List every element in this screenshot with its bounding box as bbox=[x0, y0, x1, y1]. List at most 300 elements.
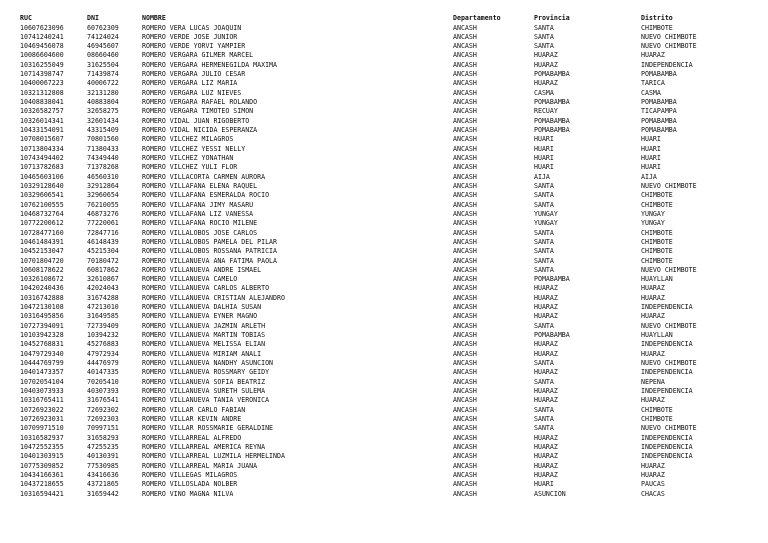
cell-dni: 70997151 bbox=[87, 424, 119, 433]
cell-ruc: 10316765411 bbox=[20, 396, 64, 405]
cell-nombre: ROMERO VIDAL NICIDA ESPERANZA bbox=[142, 126, 258, 135]
table-row bbox=[0, 79, 768, 88]
cell-distrito: NUEVO CHIMBOTE bbox=[641, 359, 697, 368]
cell-departamento: ANCASH bbox=[453, 284, 477, 293]
cell-dni: 43721865 bbox=[87, 480, 119, 489]
cell-nombre: ROMERO VILLAFANA ESMERALDA ROCIO bbox=[142, 191, 270, 200]
cell-distrito: CHIMBOTE bbox=[641, 191, 673, 200]
cell-provincia: HUARAZ bbox=[534, 470, 558, 479]
cell-provincia: POMABAMBA bbox=[534, 275, 570, 284]
table-row bbox=[0, 490, 768, 499]
table-row bbox=[0, 359, 768, 368]
cell-ruc: 10316495856 bbox=[20, 312, 64, 321]
cell-provincia: HUARAZ bbox=[534, 386, 558, 395]
cell-provincia: HUARAZ bbox=[534, 368, 558, 377]
table-row bbox=[0, 24, 768, 33]
cell-distrito: NUEVO CHIMBOTE bbox=[641, 181, 697, 190]
cell-provincia: SANTA bbox=[534, 42, 554, 51]
table-row bbox=[0, 368, 768, 377]
table-row bbox=[0, 480, 768, 489]
cell-nombre: ROMERO VILCHEZ YULI FLOR bbox=[142, 163, 238, 172]
table-row bbox=[0, 201, 768, 210]
table-row bbox=[0, 238, 768, 247]
cell-provincia: HUARAZ bbox=[534, 340, 558, 349]
cell-provincia: SANTA bbox=[534, 237, 554, 246]
cell-ruc: 10472130108 bbox=[20, 303, 64, 312]
cell-ruc: 10452768831 bbox=[20, 340, 64, 349]
cell-distrito: TARICA bbox=[641, 79, 665, 88]
cell-distrito: INDEPENDENCIA bbox=[641, 433, 693, 442]
cell-ruc: 10608178622 bbox=[20, 265, 64, 274]
cell-dni: 42024043 bbox=[87, 284, 119, 293]
cell-distrito: AIJA bbox=[641, 172, 657, 181]
cell-dni: 40147335 bbox=[87, 368, 119, 377]
cell-ruc: 10444769799 bbox=[20, 359, 64, 368]
cell-nombre: ROMERO VILLANUEVA MIRIAM ANALI bbox=[142, 349, 262, 358]
cell-ruc: 10326582757 bbox=[20, 107, 64, 116]
cell-departamento: ANCASH bbox=[453, 256, 477, 265]
table-row bbox=[0, 303, 768, 312]
cell-nombre: ROMERO VILLANUEVA NANDHY ASUNCION bbox=[142, 359, 274, 368]
cell-ruc: 10103942328 bbox=[20, 331, 64, 340]
cell-ruc: 10741240241 bbox=[20, 32, 64, 41]
cell-ruc: 10321312808 bbox=[20, 88, 64, 97]
cell-nombre: ROMERO VILLAR KEVIN ANDRE bbox=[142, 414, 242, 423]
cell-departamento: ANCASH bbox=[453, 116, 477, 125]
cell-departamento: ANCASH bbox=[453, 303, 477, 312]
table-row bbox=[0, 98, 768, 107]
cell-nombre: ROMERO VILLANUEVA ROSSMARY GEIDY bbox=[142, 368, 270, 377]
cell-departamento: ANCASH bbox=[453, 98, 477, 107]
cell-provincia: SANTA bbox=[534, 32, 554, 41]
table-row bbox=[0, 70, 768, 79]
cell-departamento: ANCASH bbox=[453, 461, 477, 470]
cell-departamento: ANCASH bbox=[453, 144, 477, 153]
cell-distrito: YUNGAY bbox=[641, 209, 665, 218]
cell-provincia: HUARAZ bbox=[534, 433, 558, 442]
cell-dni: 72692302 bbox=[87, 405, 119, 414]
cell-distrito: CHIMBOTE bbox=[641, 200, 673, 209]
cell-departamento: ANCASH bbox=[453, 181, 477, 190]
cell-provincia: HUARAZ bbox=[534, 51, 558, 60]
cell-dni: 72739409 bbox=[87, 321, 119, 330]
cell-provincia: POMABAMBA bbox=[534, 70, 570, 79]
table-row bbox=[0, 452, 768, 461]
table-row bbox=[0, 434, 768, 443]
cell-nombre: ROMERO VILLANUEVA CRISTIAN ALEJANDRO bbox=[142, 293, 285, 302]
cell-departamento: ANCASH bbox=[453, 340, 477, 349]
cell-nombre: ROMERO VILLANUEVA SURETH SULEMA bbox=[142, 386, 266, 395]
cell-dni: 45276883 bbox=[87, 340, 119, 349]
cell-ruc: 10420240436 bbox=[20, 284, 64, 293]
cell-dni: 77220061 bbox=[87, 219, 119, 228]
cell-provincia: HUARI bbox=[534, 144, 554, 153]
table-row bbox=[0, 471, 768, 480]
table-row bbox=[0, 266, 768, 275]
cell-departamento: ANCASH bbox=[453, 209, 477, 218]
cell-departamento: ANCASH bbox=[453, 275, 477, 284]
cell-distrito: CHIMBOTE bbox=[641, 237, 673, 246]
table-row bbox=[0, 247, 768, 256]
cell-provincia: POMABAMBA bbox=[534, 126, 570, 135]
cell-dni: 70205410 bbox=[87, 377, 119, 386]
cell-distrito: CHIMBOTE bbox=[641, 256, 673, 265]
cell-distrito: TICAPAMPA bbox=[641, 107, 677, 116]
table-row bbox=[0, 117, 768, 126]
cell-departamento: ANCASH bbox=[453, 237, 477, 246]
cell-provincia: HUARAZ bbox=[534, 452, 558, 461]
cell-departamento: ANCASH bbox=[453, 405, 477, 414]
table-row bbox=[0, 191, 768, 200]
cell-departamento: ANCASH bbox=[453, 135, 477, 144]
cell-provincia: SANTA bbox=[534, 414, 554, 423]
cell-distrito: NEPEÑA bbox=[641, 377, 665, 386]
cell-dni: 31649585 bbox=[87, 312, 119, 321]
cell-provincia: HUARAZ bbox=[534, 79, 558, 88]
cell-provincia: SANTA bbox=[534, 23, 554, 32]
cell-nombre: ROMERO VILLANUEVA EYNER MAGNO bbox=[142, 312, 258, 321]
cell-provincia: SANTA bbox=[534, 181, 554, 190]
cell-distrito: NUEVO CHIMBOTE bbox=[641, 424, 697, 433]
cell-distrito: POMABAMBA bbox=[641, 126, 677, 135]
cell-departamento: ANCASH bbox=[453, 386, 477, 395]
cell-departamento: ANCASH bbox=[453, 452, 477, 461]
cell-ruc: 10775309852 bbox=[20, 461, 64, 470]
header-provincia: Provincia bbox=[534, 14, 570, 22]
table-row bbox=[0, 340, 768, 349]
cell-departamento: ANCASH bbox=[453, 88, 477, 97]
cell-nombre: ROMERO VERGARA LUZ NIEVES bbox=[142, 88, 242, 97]
cell-distrito: HUARI bbox=[641, 153, 661, 162]
cell-departamento: ANCASH bbox=[453, 247, 477, 256]
cell-provincia: SANTA bbox=[534, 228, 554, 237]
cell-ruc: 10762100555 bbox=[20, 200, 64, 209]
cell-departamento: ANCASH bbox=[453, 126, 477, 135]
table-row bbox=[0, 89, 768, 98]
cell-departamento: ANCASH bbox=[453, 414, 477, 423]
cell-provincia: SANTA bbox=[534, 256, 554, 265]
cell-ruc: 10400067223 bbox=[20, 79, 64, 88]
cell-dni: 77530985 bbox=[87, 461, 119, 470]
cell-distrito: HUARI bbox=[641, 144, 661, 153]
cell-provincia: HUARAZ bbox=[534, 60, 558, 69]
cell-departamento: ANCASH bbox=[453, 172, 477, 181]
table-row bbox=[0, 210, 768, 219]
cell-ruc: 10726923022 bbox=[20, 405, 64, 414]
cell-ruc: 10468732764 bbox=[20, 209, 64, 218]
cell-distrito: CHIMBOTE bbox=[641, 228, 673, 237]
cell-dni: 43315409 bbox=[87, 126, 119, 135]
cell-departamento: ANCASH bbox=[453, 359, 477, 368]
cell-nombre: ROMERO VILCHEZ YESSI NELLY bbox=[142, 144, 246, 153]
cell-ruc: 10714398747 bbox=[20, 70, 64, 79]
cell-distrito: HUARAZ bbox=[641, 461, 665, 470]
table-row bbox=[0, 406, 768, 415]
cell-dni: 43416636 bbox=[87, 470, 119, 479]
cell-departamento: ANCASH bbox=[453, 191, 477, 200]
cell-ruc: 10086604600 bbox=[20, 51, 64, 60]
header-dni: DNI bbox=[87, 14, 99, 22]
cell-nombre: ROMERO VILLARREAL MARIA JUANA bbox=[142, 461, 258, 470]
cell-distrito: HUARAZ bbox=[641, 470, 665, 479]
table-row bbox=[0, 163, 768, 172]
cell-departamento: ANCASH bbox=[453, 480, 477, 489]
cell-distrito: HUARAZ bbox=[641, 312, 665, 321]
cell-distrito: HUARAZ bbox=[641, 293, 665, 302]
cell-dni: 32610867 bbox=[87, 275, 119, 284]
cell-nombre: ROMERO VILLANUEVA JAZMIN ARLETH bbox=[142, 321, 266, 330]
cell-nombre: ROMERO VILLALOBOS JOSE CARLOS bbox=[142, 228, 258, 237]
cell-provincia: ASUNCION bbox=[534, 489, 566, 498]
cell-distrito: INDEPENDENCIA bbox=[641, 368, 693, 377]
cell-provincia: HUARAZ bbox=[534, 349, 558, 358]
header-distrito: Distrito bbox=[641, 14, 673, 22]
table-row bbox=[0, 378, 768, 387]
cell-nombre: ROMERO VERGARA HERMENEGILDA MAXIMA bbox=[142, 60, 277, 69]
table-row bbox=[0, 219, 768, 228]
cell-distrito: POMABAMBA bbox=[641, 70, 677, 79]
cell-nombre: ROMERO VILCHEZ YONATHAN bbox=[142, 153, 234, 162]
cell-nombre: ROMERO VERDE YORVI YAMPIER bbox=[142, 42, 246, 51]
cell-ruc: 10452153047 bbox=[20, 247, 64, 256]
cell-ruc: 10708015607 bbox=[20, 135, 64, 144]
cell-dni: 08660460 bbox=[87, 51, 119, 60]
cell-dni: 72847716 bbox=[87, 228, 119, 237]
cell-ruc: 10403073933 bbox=[20, 386, 64, 395]
cell-departamento: ANCASH bbox=[453, 219, 477, 228]
cell-dni: 31676541 bbox=[87, 396, 119, 405]
cell-provincia: HUARAZ bbox=[534, 293, 558, 302]
cell-provincia: POMABAMBA bbox=[534, 331, 570, 340]
cell-nombre: ROMERO VIDAL JUAN RIGOBERTO bbox=[142, 116, 250, 125]
cell-nombre: ROMERO VILLARREAL AMERICA REYNA bbox=[142, 442, 266, 451]
cell-nombre: ROMERO VILLAR ROSSMARIE GERALDINE bbox=[142, 424, 274, 433]
cell-dni: 70180472 bbox=[87, 256, 119, 265]
cell-distrito: POMABAMBA bbox=[641, 98, 677, 107]
table-row bbox=[0, 462, 768, 471]
cell-nombre: ROMERO VILLANUEVA DALHIA SUSAN bbox=[142, 303, 262, 312]
cell-dni: 31658293 bbox=[87, 433, 119, 442]
cell-nombre: ROMERO VILLALOBOS PAMELA DEL PILAR bbox=[142, 237, 277, 246]
cell-departamento: ANCASH bbox=[453, 396, 477, 405]
cell-dni: 32131280 bbox=[87, 88, 119, 97]
cell-ruc: 10709971510 bbox=[20, 424, 64, 433]
cell-distrito: INDEPENDENCIA bbox=[641, 340, 693, 349]
cell-provincia: AIJA bbox=[534, 172, 550, 181]
cell-provincia: HUARAZ bbox=[534, 303, 558, 312]
cell-dni: 40006722 bbox=[87, 79, 119, 88]
cell-provincia: RECUAY bbox=[534, 107, 558, 116]
cell-nombre: ROMERO VERGARA TIMOTEO SIMON bbox=[142, 107, 254, 116]
cell-distrito: INDEPENDENCIA bbox=[641, 386, 693, 395]
cell-ruc: 10326014341 bbox=[20, 116, 64, 125]
cell-dni: 76210055 bbox=[87, 200, 119, 209]
cell-distrito: HUARAZ bbox=[641, 284, 665, 293]
cell-ruc: 10713782683 bbox=[20, 163, 64, 172]
cell-departamento: ANCASH bbox=[453, 321, 477, 330]
cell-dni: 46945607 bbox=[87, 42, 119, 51]
cell-departamento: ANCASH bbox=[453, 228, 477, 237]
cell-departamento: ANCASH bbox=[453, 470, 477, 479]
cell-dni: 31659442 bbox=[87, 489, 119, 498]
cell-departamento: ANCASH bbox=[453, 23, 477, 32]
cell-provincia: SANTA bbox=[534, 377, 554, 386]
table-row bbox=[0, 312, 768, 321]
cell-distrito: INDEPENDENCIA bbox=[641, 60, 693, 69]
cell-departamento: ANCASH bbox=[453, 163, 477, 172]
cell-provincia: POMABAMBA bbox=[534, 116, 570, 125]
cell-dni: 40307393 bbox=[87, 386, 119, 395]
cell-distrito: NUEVO CHIMBOTE bbox=[641, 321, 697, 330]
cell-nombre: ROMERO VILLAFANA ROCIO MILENE bbox=[142, 219, 258, 228]
cell-dni: 72692303 bbox=[87, 414, 119, 423]
table-row bbox=[0, 284, 768, 293]
cell-nombre: ROMERO VILLALOBOS ROSSANA PATRICIA bbox=[142, 247, 277, 256]
cell-dni: 60817862 bbox=[87, 265, 119, 274]
cell-dni: 44476979 bbox=[87, 359, 119, 368]
cell-dni: 71378268 bbox=[87, 163, 119, 172]
cell-dni: 47255235 bbox=[87, 442, 119, 451]
table-row bbox=[0, 145, 768, 154]
cell-departamento: ANCASH bbox=[453, 368, 477, 377]
table-row bbox=[0, 275, 768, 284]
cell-nombre: ROMERO VILLAFANA LIZ VANESSA bbox=[142, 209, 254, 218]
cell-nombre: ROMERO VERGARA RAFAEL ROLANDO bbox=[142, 98, 258, 107]
table-row bbox=[0, 331, 768, 340]
table-row bbox=[0, 350, 768, 359]
cell-departamento: ANCASH bbox=[453, 349, 477, 358]
cell-provincia: SANTA bbox=[534, 424, 554, 433]
cell-departamento: ANCASH bbox=[453, 79, 477, 88]
cell-dni: 46148439 bbox=[87, 237, 119, 246]
cell-nombre: ROMERO VINO MAGNA NILVA bbox=[142, 489, 234, 498]
cell-nombre: ROMERO VILLACORTA CARMEN AURORA bbox=[142, 172, 266, 181]
header-departamento: Departamento bbox=[453, 14, 501, 22]
cell-departamento: ANCASH bbox=[453, 200, 477, 209]
cell-nombre: ROMERO VILLANUEVA MELISSA ELIAN bbox=[142, 340, 266, 349]
cell-departamento: ANCASH bbox=[453, 312, 477, 321]
cell-nombre: ROMERO VILLAFANA JIMY MASARU bbox=[142, 200, 254, 209]
cell-departamento: ANCASH bbox=[453, 153, 477, 162]
table-header bbox=[0, 14, 768, 23]
cell-distrito: HUARAZ bbox=[641, 396, 665, 405]
table-row bbox=[0, 387, 768, 396]
cell-provincia: HUARI bbox=[534, 163, 554, 172]
cell-ruc: 10316582937 bbox=[20, 433, 64, 442]
table-row bbox=[0, 294, 768, 303]
cell-nombre: ROMERO VERDE JOSE JUNIOR bbox=[142, 32, 238, 41]
cell-dni: 31625504 bbox=[87, 60, 119, 69]
cell-dni: 31674288 bbox=[87, 293, 119, 302]
cell-provincia: YUNGAY bbox=[534, 219, 558, 228]
cell-dni: 47213010 bbox=[87, 303, 119, 312]
cell-dni: 32912864 bbox=[87, 181, 119, 190]
cell-provincia: SANTA bbox=[534, 265, 554, 274]
cell-dni: 47972934 bbox=[87, 349, 119, 358]
table-row bbox=[0, 229, 768, 238]
cell-dni: 71380433 bbox=[87, 144, 119, 153]
cell-nombre: ROMERO VILLAR CARLO FABIAN bbox=[142, 405, 246, 414]
cell-dni: 74349440 bbox=[87, 153, 119, 162]
cell-departamento: ANCASH bbox=[453, 51, 477, 60]
cell-departamento: ANCASH bbox=[453, 293, 477, 302]
cell-dni: 70801560 bbox=[87, 135, 119, 144]
cell-provincia: SANTA bbox=[534, 321, 554, 330]
cell-dni: 74124024 bbox=[87, 32, 119, 41]
cell-distrito: YUNGAY bbox=[641, 219, 665, 228]
cell-nombre: ROMERO VILLOSLADA NOLBER bbox=[142, 480, 238, 489]
cell-distrito: CASMA bbox=[641, 88, 661, 97]
cell-provincia: HUARI bbox=[534, 480, 554, 489]
cell-distrito: CHIMBOTE bbox=[641, 23, 673, 32]
cell-ruc: 10772200612 bbox=[20, 219, 64, 228]
cell-provincia: SANTA bbox=[534, 200, 554, 209]
table-row bbox=[0, 107, 768, 116]
cell-provincia: HUARAZ bbox=[534, 396, 558, 405]
cell-ruc: 10401473357 bbox=[20, 368, 64, 377]
cell-ruc: 10469456078 bbox=[20, 42, 64, 51]
cell-departamento: ANCASH bbox=[453, 433, 477, 442]
cell-nombre: ROMERO VERGARA GILMER MARCEL bbox=[142, 51, 254, 60]
cell-distrito: INDEPENDENCIA bbox=[641, 303, 693, 312]
cell-distrito: CHIMBOTE bbox=[641, 247, 673, 256]
cell-dni: 45215304 bbox=[87, 247, 119, 256]
cell-departamento: ANCASH bbox=[453, 377, 477, 386]
cell-nombre: ROMERO VILLANUEVA TANIA VERONICA bbox=[142, 396, 270, 405]
cell-nombre: ROMERO VILLANUEVA MARTIN TOBIAS bbox=[142, 331, 266, 340]
cell-ruc: 10726923031 bbox=[20, 414, 64, 423]
header-nombre: NOMBRE bbox=[142, 14, 166, 22]
cell-distrito: HUAYLLAN bbox=[641, 275, 673, 284]
cell-provincia: YUNGAY bbox=[534, 209, 558, 218]
cell-provincia: SANTA bbox=[534, 405, 554, 414]
cell-departamento: ANCASH bbox=[453, 424, 477, 433]
cell-distrito: NUEVO CHIMBOTE bbox=[641, 32, 697, 41]
cell-ruc: 10316742888 bbox=[20, 293, 64, 302]
table-row bbox=[0, 257, 768, 266]
cell-ruc: 10727394091 bbox=[20, 321, 64, 330]
cell-provincia: SANTA bbox=[534, 191, 554, 200]
cell-distrito: HUARI bbox=[641, 163, 661, 172]
table-row bbox=[0, 154, 768, 163]
cell-ruc: 10326108672 bbox=[20, 275, 64, 284]
cell-ruc: 10728477160 bbox=[20, 228, 64, 237]
cell-nombre: ROMERO VILLARREAL LUZMILA HERMELINDA bbox=[142, 452, 285, 461]
cell-distrito: HUAYLLAN bbox=[641, 331, 673, 340]
cell-provincia: SANTA bbox=[534, 247, 554, 256]
cell-distrito: CHIMBOTE bbox=[641, 405, 673, 414]
cell-dni: 32960654 bbox=[87, 191, 119, 200]
cell-nombre: ROMERO VILLANUEVA CARLOS ALBERTO bbox=[142, 284, 270, 293]
cell-departamento: ANCASH bbox=[453, 265, 477, 274]
table-row bbox=[0, 33, 768, 42]
cell-dni: 71439874 bbox=[87, 70, 119, 79]
cell-nombre: ROMERO VILCHEZ MILAGROS bbox=[142, 135, 234, 144]
cell-provincia: SANTA bbox=[534, 359, 554, 368]
cell-dni: 60762309 bbox=[87, 23, 119, 32]
cell-distrito: HUARAZ bbox=[641, 51, 665, 60]
cell-distrito: INDEPENDENCIA bbox=[641, 452, 693, 461]
cell-ruc: 10461484391 bbox=[20, 237, 64, 246]
cell-nombre: ROMERO VILLANUEVA SOFIA BEATRIZ bbox=[142, 377, 266, 386]
cell-ruc: 10329606541 bbox=[20, 191, 64, 200]
table-row bbox=[0, 135, 768, 144]
cell-distrito: HUARI bbox=[641, 135, 661, 144]
cell-dni: 32601434 bbox=[87, 116, 119, 125]
table-row bbox=[0, 61, 768, 70]
cell-dni: 10394232 bbox=[87, 331, 119, 340]
cell-ruc: 10401303915 bbox=[20, 452, 64, 461]
